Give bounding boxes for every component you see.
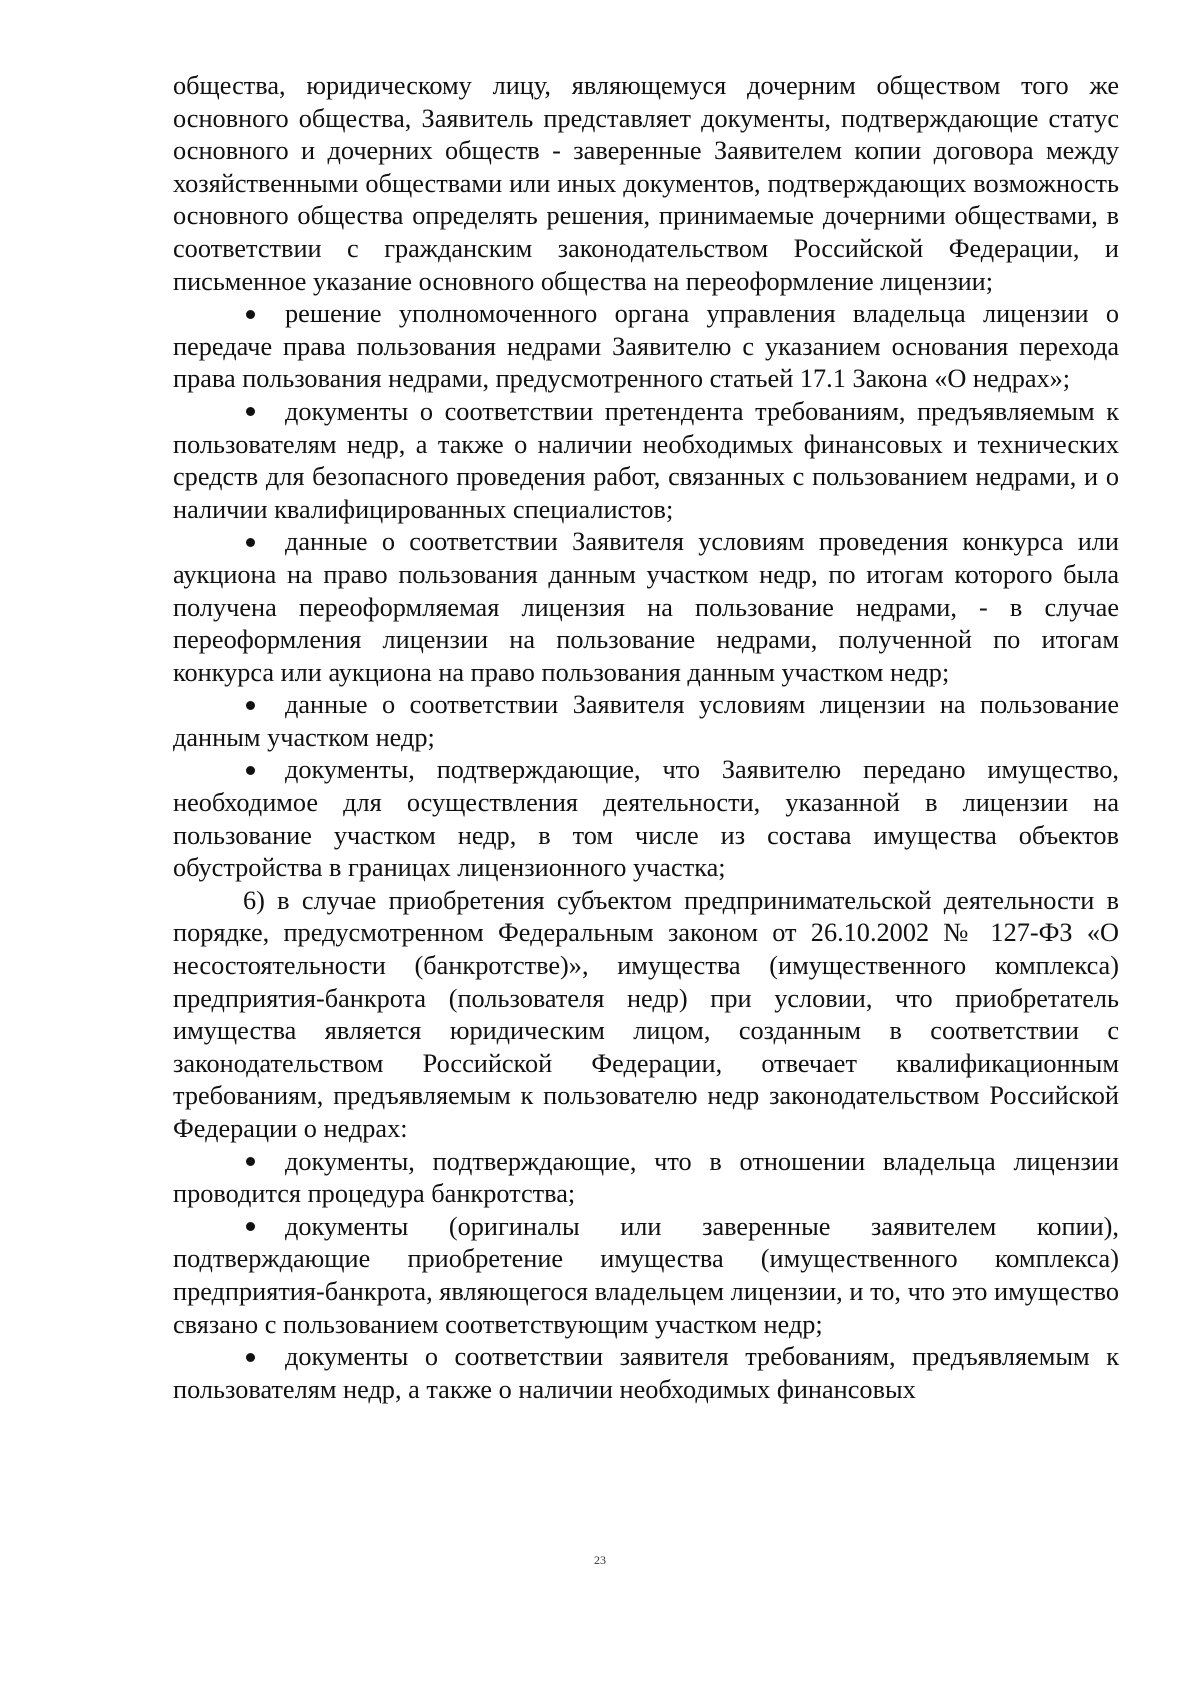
bullet-item — [173, 1146, 1119, 1211]
bullet-text: документы о соответствии претендента требованиям, предъявляемым к пользователям недр, а также о наличии необходимых финансовых и технических средств для безопасного проведения работ, связанных с пользованием недрами, и о наличии квалифицированных специалистов; — [173, 396, 1119, 524]
bullet-item — [173, 1211, 1119, 1341]
paragraph-text: 6) в случае приобретения субъектом предпринимательской деятельности в порядке, предусмотренном Федеральным законом от 26.10.2002 № 127-ФЗ «О несостоятельности (банкротстве)», имущества (имущественного комплекса) предприятия-банкрота (пользователя недр) при условии, что приобретатель имущества является юридическим лицом, созданным в соответствии с законодательством Российской Федерации, отвечает квалификационным требованиям, предъявляемым к пользователю недр законодательством Российской Федерации о недрах: — [173, 885, 1119, 1143]
bullet-text: решение уполномоченного органа управления владельца лицензии о передаче права пользования недрами Заявителю с указанием основания перехода права пользования недрами, предусмотренного статьей 17.1 Закона «О недрах»; — [173, 299, 1119, 394]
bullet-item — [173, 396, 1119, 526]
paragraph-continuation — [173, 70, 1119, 298]
bullet-text: документы о соответствии заявителя требованиям, предъявляемым к пользователям недр, а также о наличии необходимых финансовых — [173, 1342, 1119, 1404]
bullet-text: данные о соответствии Заявителя условиям проведения конкурса или аукциона на право пользования данным участком недр, по итогам которого была получена переоформляемая лицензия на пользование недрами, - в случае переоформления лицензии на пользование недрами, полученной по итогам конкурса или аукциона на право пользования данным участком недр; — [173, 527, 1119, 687]
bullet-text: документы, подтверждающие, что Заявителю передано имущество, необходимое для осуществления деятельности, указанной в лицензии на пользование участком недр, в том числе из состава имущества объектов обустройства в границах лицензионного участка; — [173, 755, 1119, 883]
bullet-text: документы (оригиналы или заверенные заявителем копии), подтверждающие приобретение имущества (имущественного комплекса) предприятия-банкрота, являющегося владельцем лицензии, и то, что это имущество связано с пользованием соответствующим участком недр; — [173, 1211, 1119, 1339]
page-number: 23 — [594, 1553, 606, 1567]
bullet-item — [173, 1341, 1119, 1406]
bullet-icon — [243, 298, 285, 331]
bullet-item — [173, 754, 1119, 884]
bullet-icon — [243, 1211, 285, 1244]
bullet-icon — [243, 689, 285, 722]
bullet-item — [173, 689, 1119, 754]
bullet-icon — [243, 754, 285, 787]
numbered-paragraph — [173, 885, 1119, 1146]
bullet-text: данные о соответствии Заявителя условиям лицензии на пользование данным участком недр; — [173, 690, 1119, 752]
document-body — [173, 70, 1119, 1406]
paragraph-text: общества, юридическому лицу, являющемуся дочерним обществом того же основного общества, Заявитель представляет документы, подтверждающие статус основного и дочерних обществ - заверенные Заявителем копии договора между хозяйственными обществами или иных документов, подтверждающих возможность основного общества определять решения, принимаемые дочерними обществами, в соответствии с гражданским законодательством Российской Федерации, и письменное указание основного общества на переоформление лицензии; — [173, 71, 1119, 296]
bullet-icon — [243, 1341, 285, 1374]
bullet-icon — [243, 1146, 285, 1179]
bullet-icon — [243, 396, 285, 429]
bullet-icon — [243, 526, 285, 559]
bullet-item — [173, 526, 1119, 689]
bullet-item — [173, 298, 1119, 396]
bullet-text: документы, подтверждающие, что в отношении владельца лицензии проводится процедура банкротства; — [173, 1146, 1119, 1209]
